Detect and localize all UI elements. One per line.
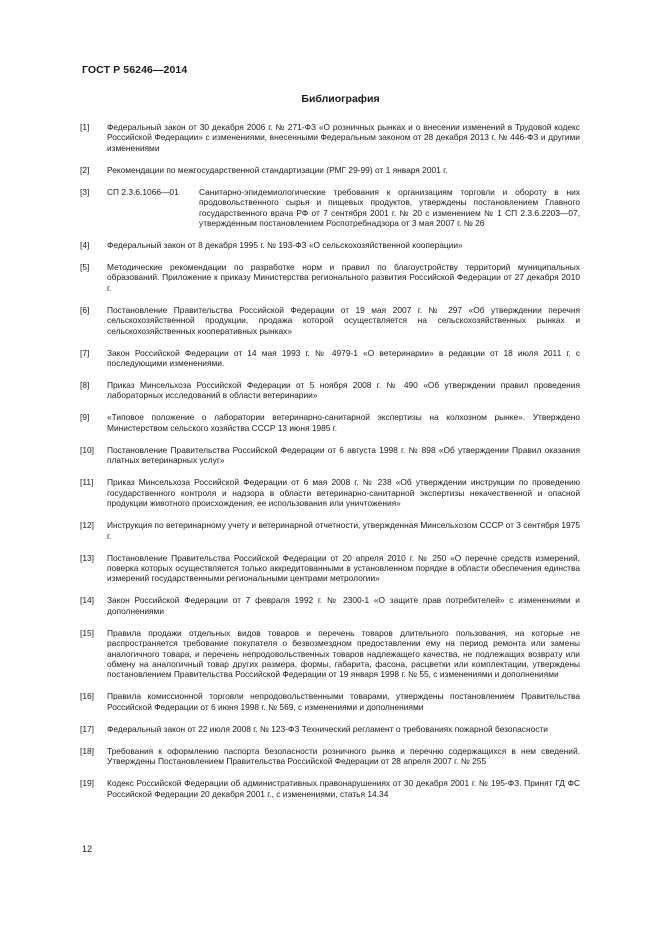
bib-entry-number: [8]	[80, 380, 90, 391]
bib-entry-text: Приказ Минсельхоза Российской Федерации от 5 ноября 2008 г. № 490 «Об утверждении правил проведения лабораторных исследований в области ветеринарии»	[107, 380, 580, 401]
bib-entry-number: [9]	[80, 412, 90, 423]
bib-entry-9	[80, 412, 580, 433]
bib-entry-number: [12]	[80, 520, 94, 531]
bib-entry-text: Санитарно-эпидемиологические требования к организациям торговли и обороту в них продовольственного сырья и пищевых продуктов, утверждены постановлением Главного государственного врача РФ от 7 сентября 2001 г. № 20 с изменением № 1 СП 2.3.6.2203—07, утвержденным постановлением Роспотребнадзора от 3 мая 2007 г. № 26	[199, 186, 580, 229]
bib-entry-18	[80, 746, 580, 767]
bib-entry-8	[80, 380, 580, 401]
bib-entry-number: [15]	[80, 627, 94, 638]
bib-entry-number: [1]	[80, 122, 90, 132]
bib-entry-number: [7]	[80, 347, 90, 358]
bib-entry-number: [11]	[80, 477, 94, 488]
bib-entry-number: [13]	[80, 552, 94, 563]
bib-entry-number: [16]	[80, 691, 94, 702]
bib-entry-15	[80, 628, 580, 680]
bib-entry-text: Инструкция по ветеринарному учету и ветеринарной отчетности, утвержденная Минсельхозом СССР от 3 сентября 1975 г.	[107, 520, 580, 541]
bib-entry-text: Приказ Минсельхоза Российской Федерации от 6 мая 2008 г. № 238 «Об утверждении инструкции по проведению государственного контроля и надзора в области ветеринарно-санитарной экспертизы некачественной и опасной продукции животного происхождения, ее использования или уничтожения»	[107, 477, 580, 509]
bib-entry-body	[107, 187, 580, 229]
bib-entry-text: Правила комиссионной торговли непродовольственными товарами, утверждены постановлением Правительства Российской Федерации от 6 июня 1998 г. № 569, с изменениями и дополнениями	[107, 691, 580, 712]
bib-entry-number: [14]	[80, 595, 94, 606]
bib-entry-text: Федеральный закон от 22 июля 2008 г. № 123-ФЗ Технический регламент о требованиях пожарной безопасности	[107, 723, 548, 734]
bib-entry-3	[80, 187, 580, 229]
bib-entry-text: Постановление Правительства Российской Федерации от 6 августа 1998 г. № 898 «Об утверждении Правил оказания платных ветеринарных услуг»	[107, 444, 580, 466]
bib-entry-13	[80, 553, 580, 584]
bib-entry-6	[80, 305, 580, 336]
bib-entry-text: Методические рекомендации по разработке норм и правил по благоустройству территорий муниципальных образований. Приложение к приказу Министерства регионального развития Российской Федерации от 27 декабря 2010 г.	[107, 262, 580, 293]
bib-entry-2	[80, 165, 580, 175]
bib-entry-text: «Типовое положение о лаборатории ветеринарно-санитарной экспертизы на колхозном рынке». Утверждено Министерством сельского хозяйства СССР 13 июня 1985 г.	[107, 412, 580, 433]
bib-entry-number: [6]	[80, 304, 90, 315]
bib-entry-number: [17]	[80, 723, 94, 734]
bib-entry-code: СП 2.3.6.1066—01	[107, 186, 179, 197]
bib-entry-number: [2]	[80, 164, 90, 175]
bib-entry-number: [18]	[80, 745, 94, 756]
bib-entry-number: [4]	[80, 240, 90, 251]
bib-entry-1	[80, 122, 580, 153]
bib-entry-14	[80, 595, 580, 616]
section-title: Библиография	[301, 93, 380, 105]
bib-entry-12	[80, 520, 580, 541]
bib-entry-19	[80, 778, 580, 799]
bib-entry-5	[80, 262, 580, 293]
bib-entry-number: [3]	[80, 186, 90, 197]
bib-entry-number: [5]	[80, 262, 90, 273]
bib-entry-17	[80, 724, 580, 734]
bib-entry-text: Закон Российской Федерации от 14 мая 1993 г. № 4979-1 «О ветеринарии» в редакции от 18 июля 2011 г. с последующими изменениями.	[107, 347, 580, 369]
bib-entry-text: Требования к оформлению паспорта безопасности розничного рынка и перечню содержащихся в нем сведений. Утверждены Постановлением Правительства Российской Федерации от 28 апреля 2007 г. № 255	[107, 745, 580, 767]
bib-entry-number: [10]	[80, 444, 94, 455]
bib-entry-text: Постановление Правительства Российской Федерации от 20 апреля 2010 г. № 250 «О перечне средств измерений, поверка которых осуществляется только аккредитованными в установленном порядке в области обеспечения единства измерений государственными региональными центрами метрологии»	[107, 552, 580, 584]
document-code: ГОСТ Р 56246—2014	[82, 64, 188, 76]
bib-entry-16	[80, 691, 580, 712]
bib-entry-10	[80, 445, 580, 466]
bib-entry-text: Федеральный закон от 8 декабря 1995 г. № 193-ФЗ «О сельскохозяйственной кооперации»	[107, 240, 463, 251]
bib-entry-4	[80, 240, 580, 250]
bib-entry-text: Рекомендации по межгосударственной стандартизации (РМГ 29-99) от 1 января 2001 г.	[107, 164, 448, 175]
bib-entry-11	[80, 477, 580, 508]
bib-entry-7	[80, 348, 580, 369]
bib-entry-number: [19]	[80, 778, 94, 789]
bib-entry-text: Федеральный закон от 30 декабря 2006 г. № 271-ФЗ «О розничных рынках и о внесении изменений в Трудовой кодекс Российской Федерации» с изменениями, внесенными Федеральным законом от 28 декабря 2013 г. № 446-ФЗ и другими изменениями	[107, 122, 580, 153]
bib-entry-text: Кодекс Российской Федерации об административных правонарушениях от 30 декабря 2001 г. № 195-ФЗ. Принят ГД ФС Российской Федерации 20 декабря 2001 г., с изменениями, статья 14.34	[107, 778, 580, 799]
bibliography-list	[80, 122, 580, 811]
bib-entry-text: Правила продажи отдельных видов товаров и перечень товаров длительного пользования, на которые не распространяется требование покупателя о безвозмездном предоставлении ему на период ремонта или замены аналогичного товара, и перечень непродовольственных товаров надлежащего качества, не подлежащих возврату или обмену на аналогичный товар других размера, формы, габарита, фасона, расцветки или комплектации, утверждены постановлением Правительства Российской Федерации от 19 января 1998 г. № 55, с изменениями и дополнениями	[107, 627, 580, 680]
page-number: 12	[82, 844, 93, 854]
bib-entry-text: Постановление Правительства Российской Федерации от 19 мая 2007 г. № 297 «Об утверждении перечня сельскохозяйственной продукции, продажа которой осуществляется на сельскохозяйственных рынках и сельскохозяйственных кооперативных рынках»	[107, 304, 580, 336]
bib-entry-text: Закон Российской Федерации от 7 февраля 1992 г. № 2300-1 «О защите прав потребителей» с изменениями и дополнениями	[107, 595, 580, 616]
